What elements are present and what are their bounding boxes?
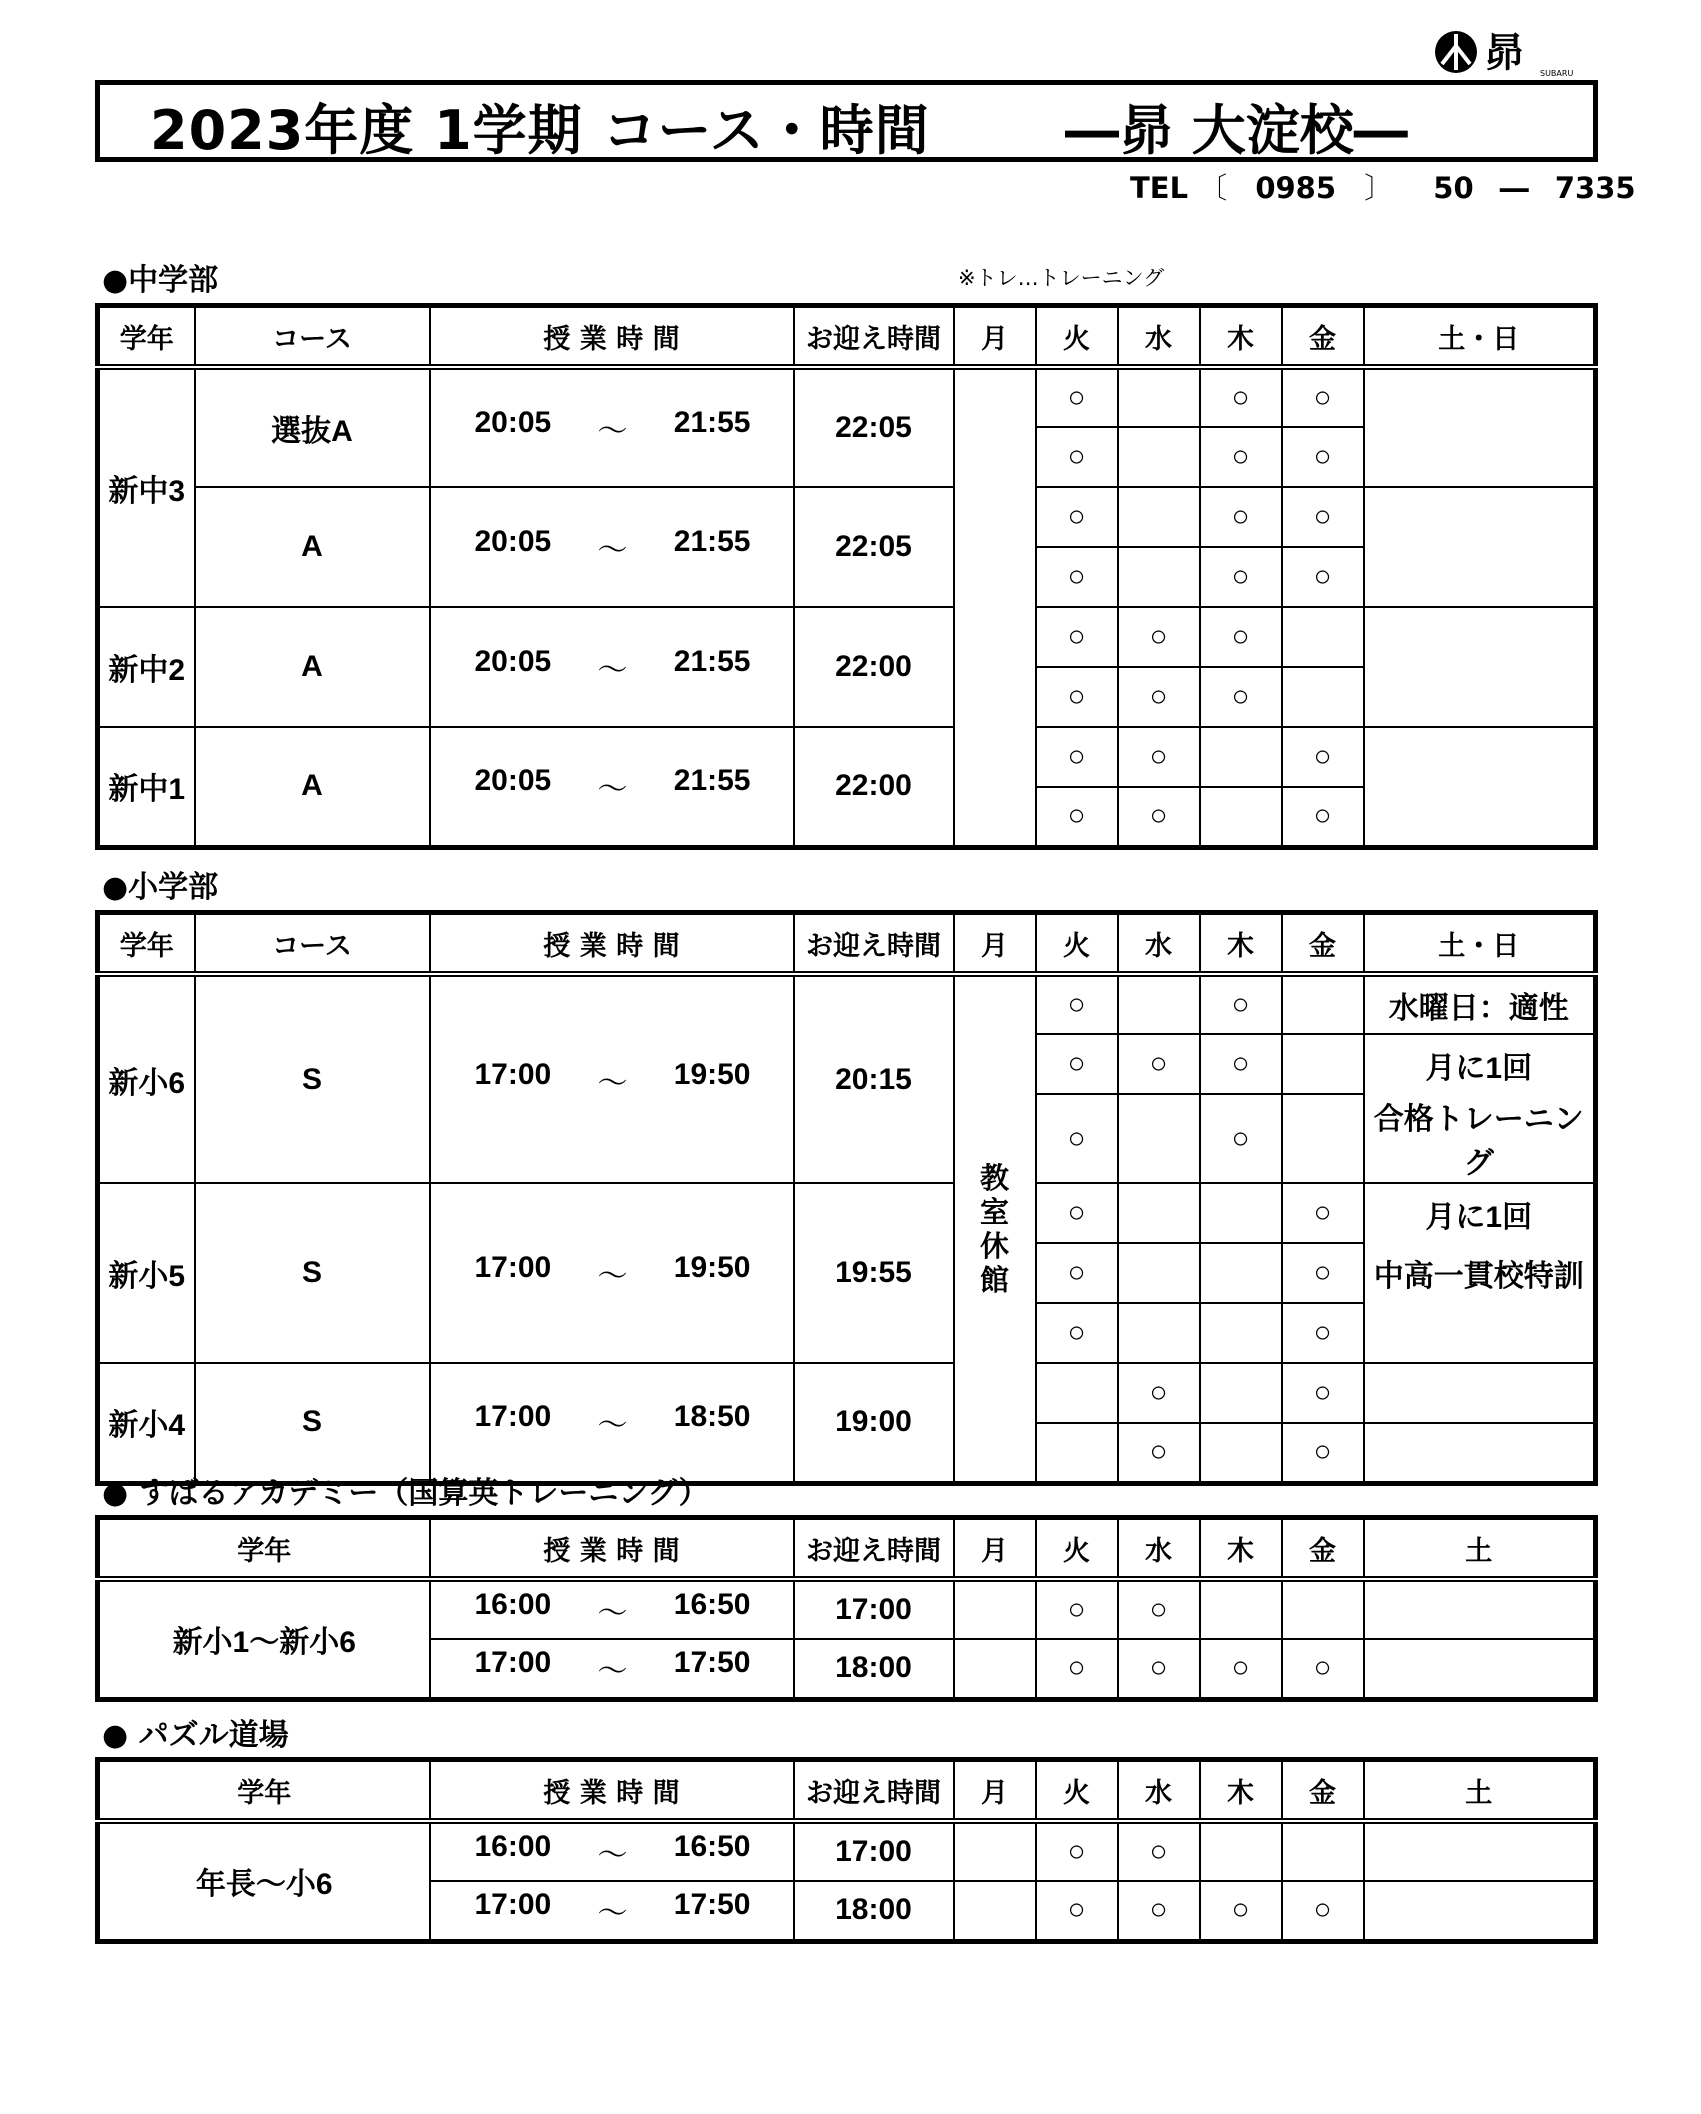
table-row: ○ ○: [98, 1303, 1596, 1363]
table-row: 新小1～新小6 16:00 ～ 16:50 17:00 ○ ○: [98, 1579, 1596, 1639]
table-row: 新中1 A 20:05 ～ 21:55 22:00 ○ ○ ○: [98, 727, 1596, 787]
table-row: 新中3 選抜A 20:05 ～ 21:55 22:05 ○ ○ ○: [98, 367, 1596, 427]
table-row: 年長～小6 16:00 ～ 16:50 17:00 ○ ○: [98, 1821, 1596, 1881]
table-row: 新小6 S 17:00 ～ 19:50 20:15 教室休館 ○ ○ 水曜日：適性: [98, 974, 1596, 1034]
school-name: ―昴 大淀校―: [1065, 99, 1408, 162]
svg-text:昴: 昴: [1484, 30, 1524, 76]
table-header: 学年 授 業 時 間 お迎え時間 月 火 水 木 金 土: [98, 1760, 1596, 1822]
closed-label: 教室休館: [954, 974, 1036, 1483]
table-row: 17:00 ～ 17:50 18:00 ○ ○ ○ ○: [98, 1639, 1596, 1699]
page-title: 2023年度 1学期 コース・時間: [150, 99, 930, 162]
academy-heading: ● すばるアカデミー（国算英トレーニング）: [102, 1476, 709, 1511]
puzzle-table: [95, 1757, 1598, 1944]
table-row: ○ ○ ○: [98, 427, 1596, 487]
middle-school-table: [95, 303, 1598, 850]
table-row: ○ ○ 中高一貫校特訓: [98, 1243, 1596, 1303]
table-row: 17:00 ～ 17:50 18:00 ○ ○ ○ ○: [98, 1881, 1596, 1941]
table-header: 学年 コース 授 業 時 間 お迎え時間 月 火 水 木 金 土・日: [98, 913, 1596, 975]
puzzle-heading: ● パズル道場: [102, 1718, 289, 1753]
training-note: ※トレ…トレーニング: [958, 266, 1165, 290]
table-row: 新中2 A 20:05 ～ 21:55 22:00 ○ ○ ○: [98, 607, 1596, 667]
table-row: 新小4 S 17:00 ～ 18:50 19:00 ○ ○: [98, 1363, 1596, 1423]
table-row: ○ ○ ○: [98, 787, 1596, 847]
school-logo: [1432, 26, 1582, 78]
table-row: ○ ○ ○: [98, 547, 1596, 607]
table-row: ○ ○ ○ 月に1回: [98, 1034, 1596, 1094]
elementary-heading: ●小学部: [102, 870, 219, 905]
table-row: ○ ○ 合格トレーニング: [98, 1094, 1596, 1183]
phone-number: TEL 〔 0985 〕 50 ― 7335: [1130, 171, 1636, 205]
table-header: 学年 授 業 時 間 お迎え時間 月 火 水 木 金 土: [98, 1518, 1596, 1580]
svg-text:SUBARU: SUBARU: [1540, 69, 1574, 78]
table-header: 学年 コース 授 業 時 間 お迎え時間 月 火 水 木 金 土・日: [98, 306, 1596, 368]
table-row: ○ ○: [98, 1423, 1596, 1483]
middle-school-heading: ●中学部: [102, 263, 219, 298]
table-row: ○ ○ ○: [98, 667, 1596, 727]
academy-table: [95, 1515, 1598, 1702]
elementary-table: [95, 910, 1598, 1486]
table-row: 新小5 S 17:00 ～ 19:50 19:55 ○ ○ 月に1回: [98, 1183, 1596, 1243]
table-row: A 20:05 ～ 21:55 22:05 ○ ○ ○: [98, 487, 1596, 547]
